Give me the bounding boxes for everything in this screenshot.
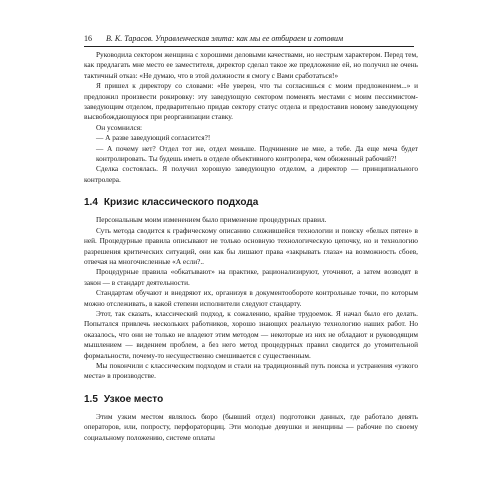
paragraph: Этим узким местом являлось бюро (бывший отдел) подготовки данных, где работало девять операторов, или, попросту, перфораторщиц. Эти молодые девушки и женщины — рабочие по своему социальному положению, системе оплаты <box>84 411 418 442</box>
paragraph: Руководила сектором женщина с хорошими деловыми качествами, но нестрым характером. Перед тем, как предлагать мне место ее заместителя, директор сделал такое же предложение ей, но получил не очень тактичный отказ: «Не думаю, что в этой должности я смогу с Вами сработаться!» <box>84 50 418 80</box>
section-title: Узкое место <box>103 393 164 405</box>
section-heading <box>84 197 418 209</box>
section-title: Кризис классического подхода <box>103 197 259 209</box>
paragraph: Он усомнился: <box>96 122 143 132</box>
page-number: 16 <box>84 34 92 43</box>
running-title: В. К. Тарасов. Управленческая элита: как мы ее отбираем и готовим <box>106 34 344 43</box>
paragraph: Сделка состоялась. Я получил хорошую заведующую отделом, а директор — принципиального контролера. <box>84 164 418 184</box>
running-header <box>84 34 414 47</box>
page-body <box>84 50 418 443</box>
paragraph: Я пришел к директору со словами: «Не уверен, что ты согласишься с моим предложением...» и предложил произвести рокировку: эту заведующую сектором поменять местами с моим пессимистом-заведующим отделом, предварительно придав сектору статус отдела и предоставив новому заведующему высвобождающуюся при реорганизации ставку. <box>84 81 418 122</box>
paragraph: Мы покончили с классическим подходом и стали на традиционный путь поиска и устранения «узкого места» в производстве. <box>84 360 418 381</box>
paragraph: Процедурные правила «обкатывают» на практике, рационализируют, уточняют, а затем возводят в закон — в стандарт деятельности. <box>84 267 418 287</box>
paragraph: Персональным моим изменением было применение процедурных правил. <box>96 215 327 225</box>
paragraph: Суть метода сводится к графическому описанию сложившейся технологии и поиску «белых пятен» в ней. Процедурные правила описывают не только основную технологическую цепочку, но и технологию разрешения критических ситуаций, они как бы лишают права «закрывать глаза» на возможность сбоев, отвечая на многочисленные «А если?.. <box>84 225 418 266</box>
section-heading <box>84 394 418 406</box>
section-number: 1.5 <box>84 393 98 405</box>
paragraph: Стандартам обучают и внедряют их, организуя в документообороте контрольные точки, по которым можно отслеживать, в какой степени исполнители следуют стандарту. <box>84 288 418 308</box>
dialogue-line: — А разве заведующий согласится?! <box>96 133 211 143</box>
paragraph: Этот, так сказать, классический подход, к сожалению, крайне трудоемок. Я начал было его делать. Попытался привлечь нескольких работников, хорошо знающих реальную технологию наших работ. Но оказалось, что они не только не владеют этим методом — некоторые из них не обладают и руководящим мышлением — видением проблем, а без него метод процедурных правил сводится до утомительной формальности, почему-то несущественно смешивается с существенным. <box>84 308 418 360</box>
dialogue-line: — А почему нет? Отдел тот же, отдел меньше. Подчинение не мне, а тебе. Да еще меча будет контролировать. Ты будешь иметь в отделе объективного контролера, чем обиженный рабочий?! <box>96 143 418 164</box>
section-number: 1.4 <box>84 197 98 209</box>
